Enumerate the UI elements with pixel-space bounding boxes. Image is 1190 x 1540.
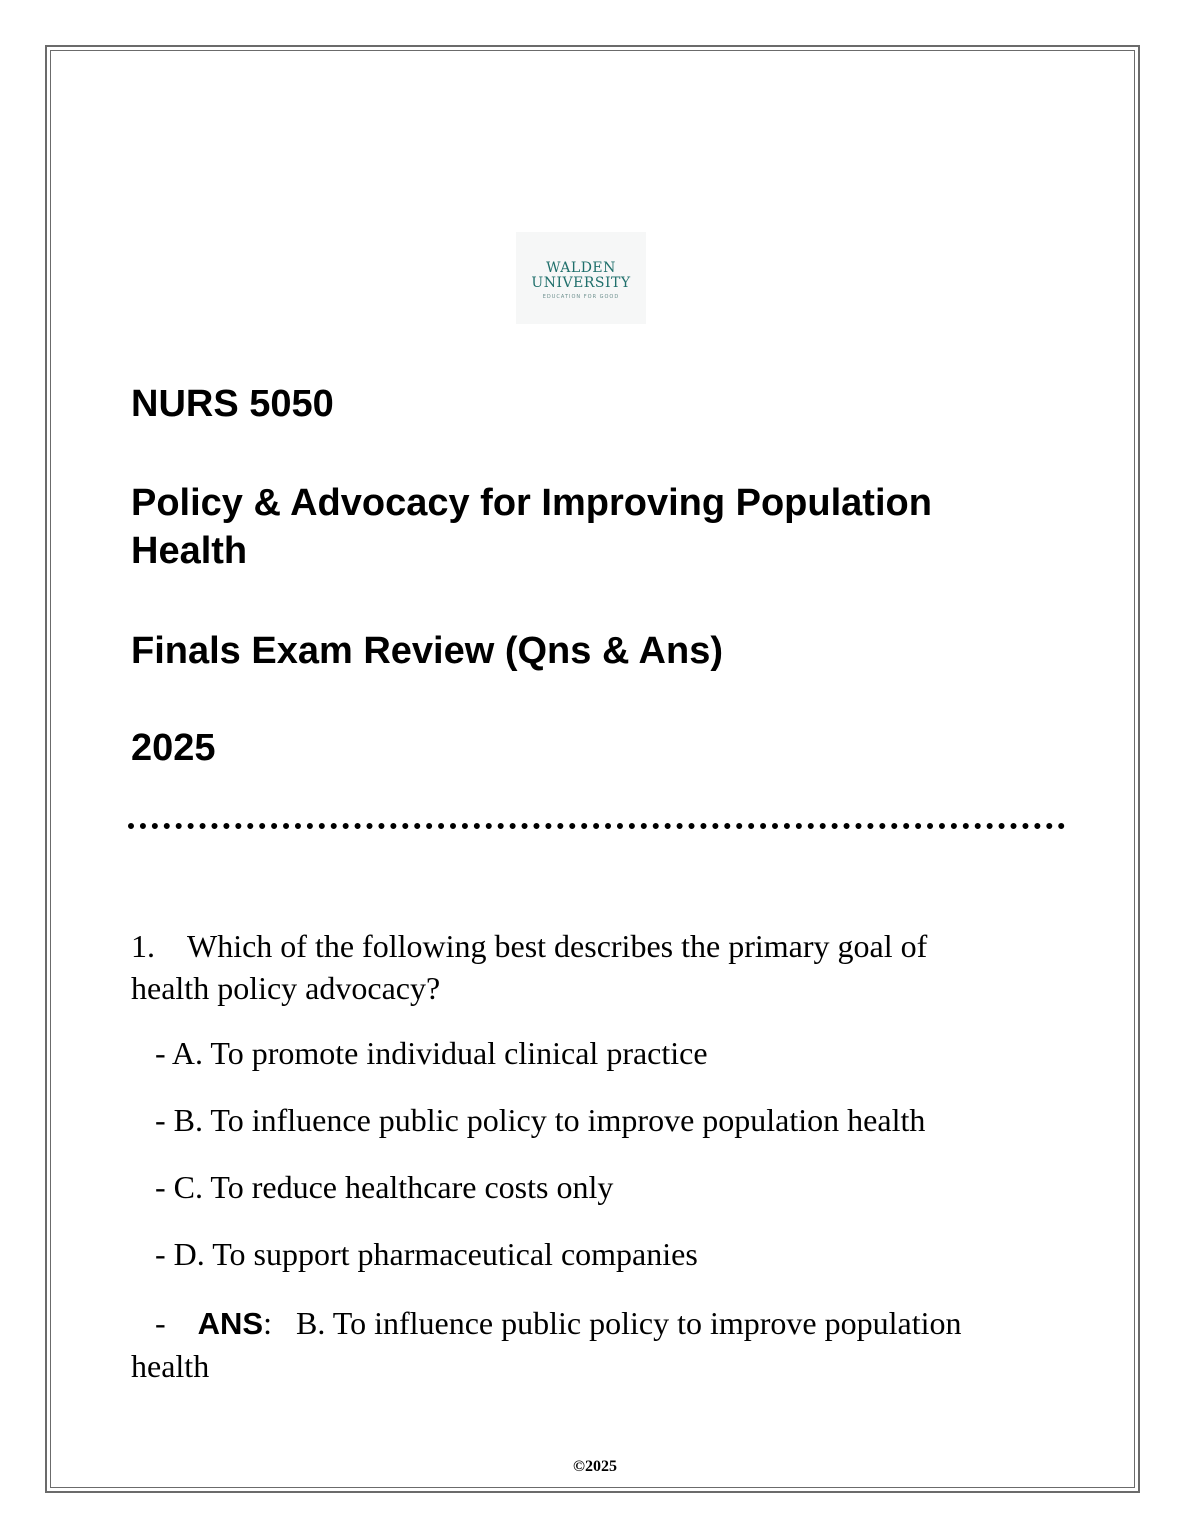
logo-tagline: EDUCATION FOR GOOD xyxy=(542,293,620,300)
option-a-text: - A. To promote individual clinical practice xyxy=(155,1035,708,1071)
dotted-divider xyxy=(128,823,1065,829)
footer-copyright: ©2025 xyxy=(573,1458,617,1475)
answer-text-line-1: B. To influence public policy to improve population xyxy=(296,1305,962,1341)
question-text xyxy=(131,925,1051,1009)
option-c xyxy=(131,1166,1051,1208)
answer-text-line-2: health xyxy=(131,1348,210,1384)
question-text-line-1: Which of the following best describes the primary goal of xyxy=(187,928,928,964)
option-d xyxy=(131,1233,1051,1275)
option-b xyxy=(131,1099,1051,1141)
course-code: NURS 5050 xyxy=(131,383,334,425)
logo-line-1: WALDEN xyxy=(546,259,616,276)
university-logo xyxy=(516,232,646,324)
course-title-line-1: Policy & Advocacy for Improving Population xyxy=(131,482,932,524)
option-b-text: - B. To influence public policy to improve population health xyxy=(155,1102,926,1138)
course-title xyxy=(131,479,932,575)
logo-line-2: UNIVERSITY xyxy=(531,274,631,291)
exam-title: Finals Exam Review (Qns & Ans) xyxy=(131,630,723,672)
course-title-line-2: Health xyxy=(131,530,248,572)
option-d-text: - D. To support pharmaceutical companies xyxy=(155,1236,698,1272)
answer-colon: : xyxy=(263,1305,272,1341)
answer xyxy=(131,1302,1051,1387)
option-a xyxy=(131,1032,1051,1074)
answer-label: ANS xyxy=(197,1306,264,1341)
question-text-line-2: health policy advocacy? xyxy=(131,970,441,1006)
exam-year: 2025 xyxy=(131,727,216,769)
answer-dash: - xyxy=(155,1305,166,1341)
option-c-text: - C. To reduce healthcare costs only xyxy=(155,1169,614,1205)
question-number: 1. xyxy=(131,928,155,964)
